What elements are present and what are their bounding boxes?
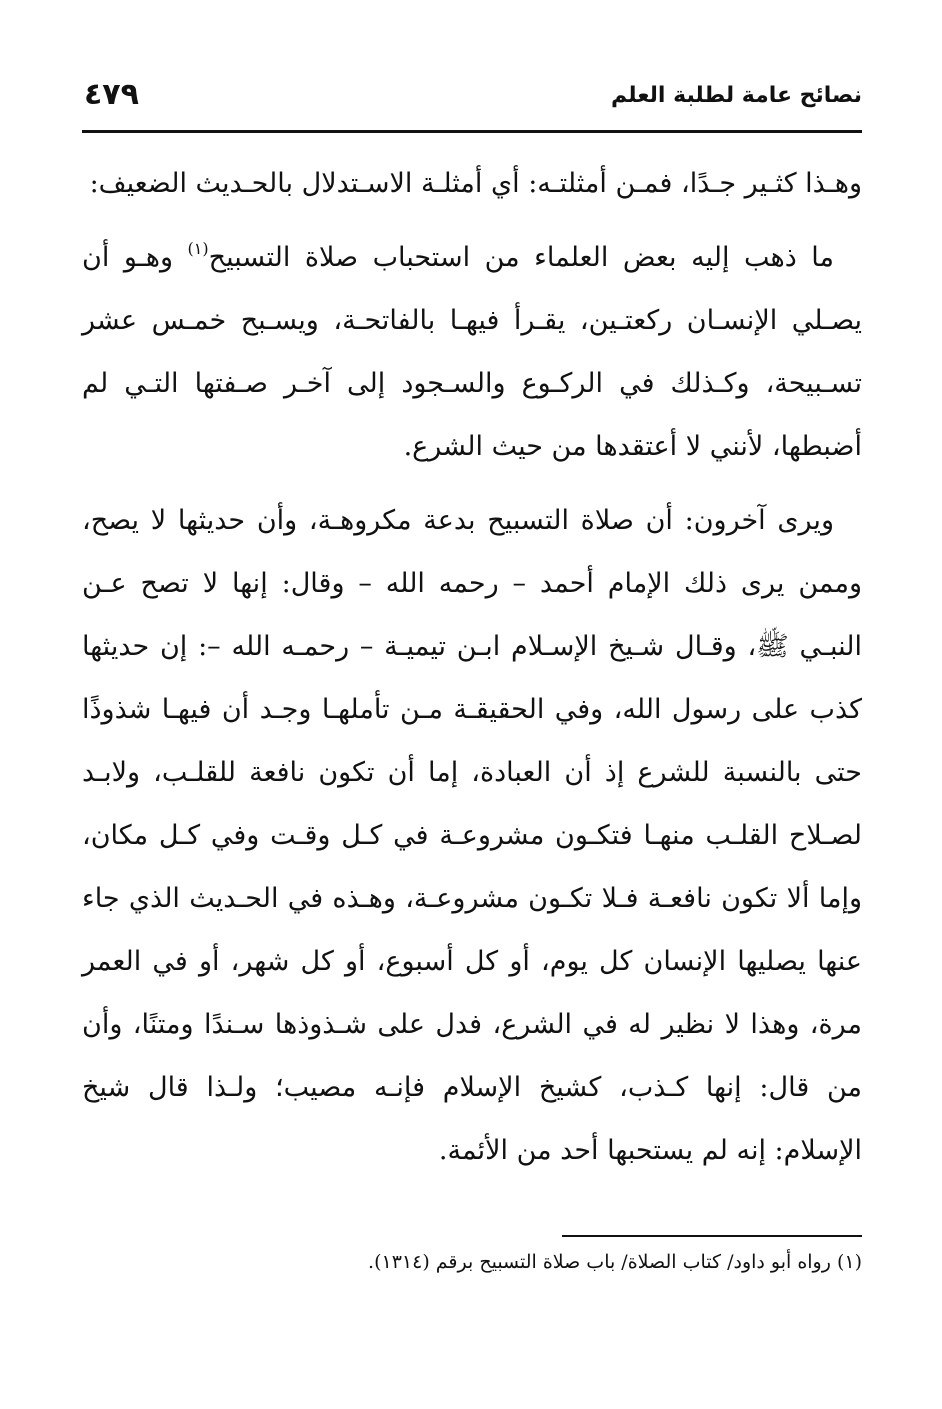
book-page [82,60,862,1360]
footnote: (١) رواه أبو داود/ كتاب الصلاة/ باب صلاة التسبيح برقم (١٣١٤). [368,1251,862,1273]
header-divider [82,130,862,133]
page-number: ٤٧٩ [84,77,139,112]
running-title: نصائح عامة لطلبة العلم [611,83,862,108]
footnote-divider [562,1235,862,1237]
paragraph-salat-tasbih [82,226,862,478]
page-header [82,76,862,116]
paragraph-intro: وهـذا كثـير جـدًا، فمـن أمثلتـه: أي أمثلـة الاسـتدلال بالحـديث الضعيف: [89,168,862,199]
paragraph-salat-tasbih-start: ما ذهب إليه بعض العلماء من استحباب صلاة التسبيح [208,242,834,273]
paragraph-salat-tasbih-cont: وهـو أن يصـلي الإنسـان ركعتـين، يقـرأ فيهـا بالفاتحـة، ويسـبح خمـس عشر تسـبيحة، وكـذلك في الركـوع والسـجود إلى آخـر صـفتها التـي لم أضبطها، لأنني لا أعتقدها من حيث الشرع. [82,242,862,462]
body-text [82,152,862,1193]
paragraph-others-view: ويرى آخرون: أن صلاة التسبيح بدعة مكروهـة، وأن حديثها لا يصح، وممن يرى ذلك الإمام أحمد – رحمه الله – وقال: إنها لا تصح عـن النبـي ﷺ، وقـال شـيخ الإسـلام ابـن تيميـة – رحمـه الله –: إن حديثها كذب على رسول الله، وفي الحقيقـة مـن تأملهـا وجـد أن فيهـا شذوذًا حتى بالنسبة للشرع إذ أن العبادة، إما أن تكون نافعة للقلـب، ولابـد لصـلاح القلـب منهـا فتكـون مشروعـة في كـل وقـت وفي كـل مكان، وإما ألا تكون نافعـة فـلا تكـون مشروعـة، وهـذه في الحـديث الذي جاء عنها يصليها الإنسان كل يوم، أو كل أسبوع، أو كل شهر، أو في العمر مرة، وهذا لا نظير له في الشرع، فدل على شـذوذها سـندًا ومتنًا، وأن من قال: إنها كـذب، كشيخ الإسلام فإنـه مصيب؛ ولـذا قال شيخ الإسلام: إنه لم يستحبها أحد من الأئمة. [82,505,862,1166]
footnote-reference[interactable]: (١) [187,239,209,258]
